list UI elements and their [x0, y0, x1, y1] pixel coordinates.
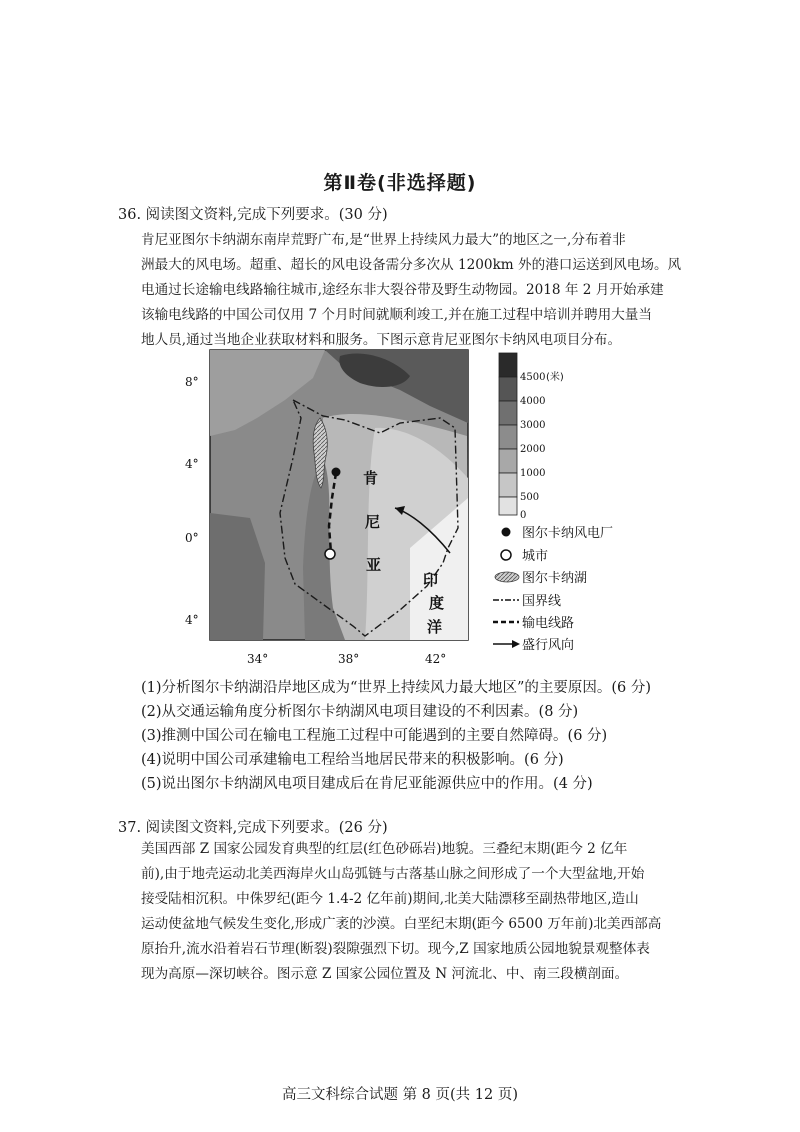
elevation-label: 4000	[520, 396, 546, 407]
q36-line: 该输电线路的中国公司仅用 7 个月时间就顺利竣工,并在施工过程中培训并聘用大量当	[141, 307, 652, 323]
legend-wind-arrow-head	[512, 640, 520, 648]
city-marker	[325, 549, 335, 559]
elevation-legend	[499, 353, 564, 521]
q36-line: 洲最大的风电场。超重、超长的风电设备需分多次从 1200km 外的港口运送到风电场。风	[141, 257, 682, 273]
subquestion: (5)说出图尔卡纳湖风电项目建成后在肯尼亚能源供应中的作用。(4 分)	[141, 776, 593, 792]
lon-label: 34°	[247, 652, 269, 666]
ocean-label: 印	[423, 571, 439, 589]
legend-label: 图尔卡纳湖	[522, 571, 588, 586]
symbol-legend	[493, 525, 613, 653]
q36-line: 地人员,通过当地企业获取材料和服务。下图示意肯尼亚图尔卡纳风电项目分布。	[141, 332, 622, 348]
elevation-swatch	[499, 449, 517, 473]
elevation-swatch	[499, 425, 517, 449]
q37-heading: 37. 阅读图文资料,完成下列要求。(26 分)	[118, 820, 388, 836]
subquestion: (3)推测中国公司在输电工程施工过程中可能遇到的主要自然障碍。(6 分)	[141, 728, 608, 744]
q37-line: 现为高原—深切峡谷。图示意 Z 国家公园位置及 N 河流北、中、南三段横剖面。	[141, 966, 629, 982]
q36-heading: 36. 阅读图文资料,完成下列要求。(30 分)	[118, 207, 388, 223]
country-label: 肯	[363, 469, 379, 487]
q37-paragraph	[141, 837, 661, 987]
elevation-swatch	[499, 401, 517, 425]
legend-city-icon	[501, 550, 511, 560]
legend-label: 城市	[522, 549, 549, 564]
elevation-swatch	[499, 353, 517, 377]
legend-label: 输电线路	[522, 616, 575, 631]
kenya-wind-map	[185, 348, 655, 668]
country-label: 亚	[366, 556, 382, 574]
page-footer: 高三文科综合试题 第 8 页(共 12 页)	[281, 1087, 519, 1103]
lon-label: 42°	[425, 652, 447, 666]
q37-line: 前),由于地壳运动北美西海岸火山岛弧链与古落基山脉之间形成了一个大型盆地,开始	[141, 866, 645, 882]
lat-label: 4°	[185, 613, 199, 627]
q36-line: 电通过长途输电线路输往城市,途经东非大裂谷带及野生动物园。2018 年 2 月开始承建	[141, 282, 664, 298]
subquestion: (2)从交通运输角度分析图尔卡纳湖风电项目建设的不利因素。(8 分)	[141, 704, 579, 720]
legend-lake-icon	[495, 572, 519, 582]
q36-subquestions	[141, 678, 651, 794]
lon-label: 38°	[338, 652, 360, 666]
q37-line: 原抬升,流水沿着岩石节理(断裂)裂隙强烈下切。现今,Z 国家地质公园地貌景观整体表	[141, 941, 650, 957]
section-title: 第Ⅱ卷(非选择题)	[323, 172, 477, 194]
legend-wind-farm-icon	[502, 528, 511, 537]
subquestion: (4)说明中国公司承建输电工程给当地居民带来的积极影响。(6 分)	[141, 752, 564, 768]
elevation-swatch	[499, 497, 517, 515]
q37-line: 美国西部 Z 国家公园发育典型的红层(红色砂砾岩)地貌。三叠纪末期(距今 2 亿年	[141, 841, 628, 857]
elevation-swatch	[499, 377, 517, 401]
elevation-label: 3000	[520, 420, 546, 431]
country-label: 尼	[365, 513, 381, 531]
elevation-label: 2000	[520, 444, 546, 455]
q36-paragraph	[141, 228, 681, 353]
elevation-label: 4500	[520, 372, 546, 383]
lat-label: 4°	[185, 457, 199, 471]
q37-line: 接受陆相沉积。中侏罗纪(距今 1.4-2 亿年前)期间,北美大陆漂移至副热带地区,造山	[141, 891, 639, 907]
elevation-label: 0	[520, 510, 527, 521]
legend-label: 图尔卡纳风电厂	[522, 526, 614, 541]
elevation-unit: (米)	[546, 372, 564, 383]
wind-farm-marker	[332, 468, 341, 477]
lat-label: 8°	[185, 375, 199, 389]
legend-label: 国界线	[522, 594, 562, 609]
lat-label: 0°	[185, 531, 199, 545]
ocean-label: 度	[429, 594, 445, 612]
subquestion: (1)分析图尔卡纳湖沿岸地区成为“世界上持续风力最大地区”的主要原因。(6 分)	[141, 680, 652, 696]
legend-label: 盛行风向	[522, 638, 575, 653]
q37-line: 运动使盆地气候发生变化,形成广袤的沙漠。白垩纪末期(距今 6500 万年前)北美西部高	[141, 916, 662, 932]
elevation-label: 500	[520, 492, 540, 503]
q36-line: 肯尼亚图尔卡纳湖东南岸荒野广布,是“世界上持续风力最大”的地区之一,分布着非	[141, 232, 626, 248]
elevation-label: 1000	[520, 468, 546, 479]
elevation-swatch	[499, 473, 517, 497]
ocean-label: 洋	[427, 618, 443, 636]
